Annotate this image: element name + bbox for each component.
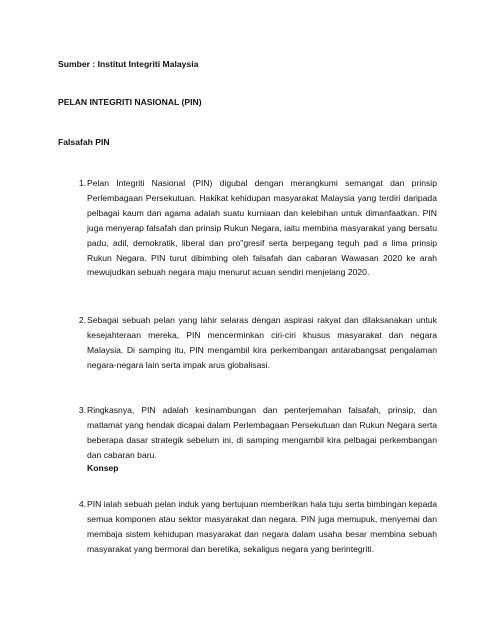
paragraph-text: Ringkasnya, PIN adalah kesinambungan dan penterjemahan falsafah, prinsip, dan matlamat yang hendak dicapai dalam Perlembagaan Persekutuan dan Rukun Negara serta beberapa dasar strategik sebelum ini, di samping mengambil kira pelbagai perkembangan dan cabaran baru.	[87, 405, 437, 460]
paragraph-number: 4.	[78, 499, 86, 509]
section-heading: Falsafah PIN	[58, 137, 110, 147]
paragraph-number: 2.	[78, 315, 86, 325]
subheading-konsep: Konsep	[87, 463, 119, 473]
paragraph-number: 3.	[78, 405, 86, 415]
paragraph-text: Sebagai sebuah pelan yang lahir selaras dengan aspirasi rakyat dan dilaksanakan untuk kesejahteraan mereka, PIN mencerminkan ciri-ciri khusus masyarakat dan negara Malaysia. Di samping itu, PIN mengambil kira perkembangan antarabangsat pengalaman negara-negara lain serta impak arus globalisasi.	[87, 315, 437, 370]
paragraph-text: PIN ialah sebuah pelan induk yang bertujuan memberikan hala tuju serta bimbingan kepada semua komponen atau sektor masyarakat dan negara. PIN juga memupuk, menyemai dan membaja sistem kehidupan masyarakat dan negara dalam usaha besar membina sebuah masyarakat yang bermoral dan beretika, sekaligus negara yang berintegriti.	[87, 499, 437, 554]
paragraph-text: Pelan Integriti Nasional (PIN) digubal dengan merangkumi semangat dan prinsip Perlembagaan Persekutuan. Hakikat kehidupan masyarakat Malaysia yang terdiri daripada pelbagai kaum dan agama adalah suatu kurniaan dan kelebihan untuk dimanfaatkan. PIN juga menyerap falsafah dan prinsip Rukun Negara, iaitu membina masyarakat yang bersatu padu, adil, demokratik, liberal dan pro"gresif serta berpegang teguh pad a lima prinsip Rukun Negara. PIN turut dibimbing oleh falsafah dan cabaran Wawasan 2020 ke arah mewujudkan sebuah negara maju menurut acuan sendiri menjelang 2020.	[87, 178, 437, 278]
paragraph-number: 1.	[78, 178, 86, 188]
document-title: PELAN INTEGRITI NASIONAL (PIN)	[58, 97, 202, 107]
source-line: Sumber : Institut Integriti Malaysia	[58, 59, 199, 69]
